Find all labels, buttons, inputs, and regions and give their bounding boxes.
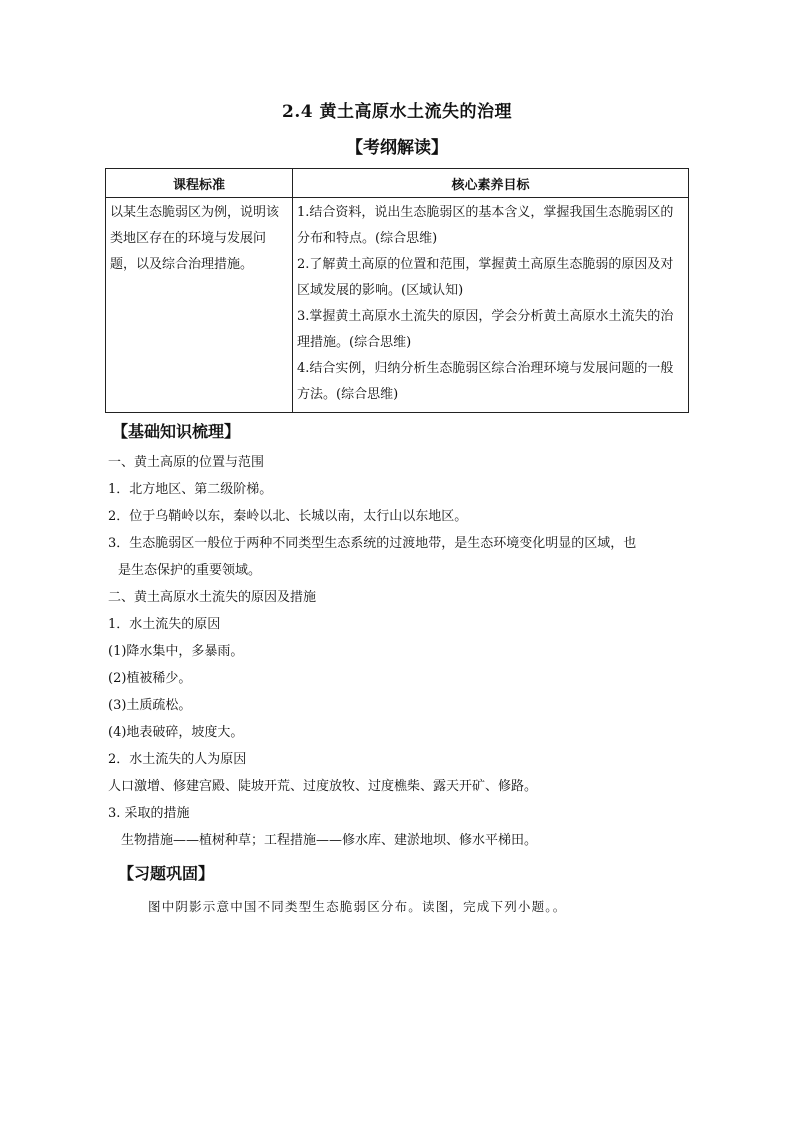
exercise-intro: 图中阴影示意中国不同类型生态脆弱区分布。读图，完成下列小题。。	[148, 899, 567, 914]
table-header-row	[106, 169, 689, 198]
table-header-standard: 课程标准	[106, 169, 293, 198]
cause-item-3: (3)土质疏松。	[108, 698, 192, 713]
measures-text: 生物措施——植树种草；工程措施——修水库、建淤地坝、修水平梯田。	[121, 833, 538, 848]
page-title: 2.4 黄土高原水土流失的治理	[282, 102, 512, 122]
curriculum-table	[105, 168, 689, 413]
table-header-goals: 核心素养目标	[293, 169, 689, 198]
section1-title: 一、黄土高原的位置与范围	[108, 455, 265, 470]
core-goals-cell	[293, 198, 689, 413]
cause-item-4: (4)地表破碎，坡度大。	[108, 725, 244, 740]
syllabus-heading: 【考纲解读】	[346, 138, 448, 158]
human-causes-text: 人口激增、修建宫殿、陡坡开荒、过度放牧、过度樵柴、露天开矿、修路。	[108, 779, 538, 794]
section2-title: 二、黄土高原水土流失的原因及措施	[108, 590, 317, 605]
section2-heading1: 1．水土流失的原因	[108, 617, 221, 632]
section1-point3-line1: 3．生态脆弱区一般位于两种不同类型生态系统的过渡地带，是生态环境变化明显的区域，也	[108, 536, 637, 551]
table-row	[106, 198, 689, 413]
section1-point1: 1．北方地区、第二级阶梯。	[108, 482, 273, 497]
cause-item-1: (1)降水集中，多暴雨。	[108, 644, 244, 659]
goal-item-2: 2.了解黄土高原的位置和范围，掌握黄土高原生态脆弱的原因及对区域发展的影响。(区域认知)	[297, 257, 674, 298]
goal-item-4: 4.结合实例，归纳分析生态脆弱区综合治理环境与发展问题的一般方法。(综合思维)	[297, 361, 674, 402]
section2-heading3: 3. 采取的措施	[108, 806, 190, 821]
section2-heading2: 2．水土流失的人为原因	[108, 752, 247, 767]
cause-item-2: (2)植被稀少。	[108, 671, 192, 686]
goal-item-1: 1.结合资料，说出生态脆弱区的基本含义，掌握我国生态脆弱区的分布和特点。(综合思维)	[297, 205, 674, 246]
knowledge-heading: 【基础知识梳理】	[112, 422, 241, 441]
exercise-heading: 【习题巩固】	[118, 864, 215, 883]
goal-item-3: 3.掌握黄土高原水土流失的原因，学会分析黄土高原水土流失的治理措施。(综合思维)	[297, 309, 674, 350]
section1-point3-line2: 是生态保护的重要领域。	[118, 563, 262, 578]
section1-point2: 2．位于乌鞘岭以东，秦岭以北、长城以南，太行山以东地区。	[108, 509, 468, 524]
curriculum-standard-cell: 以某生态脆弱区为例，说明该类地区存在的环境与发展问题，以及综合治理措施。	[106, 198, 293, 413]
